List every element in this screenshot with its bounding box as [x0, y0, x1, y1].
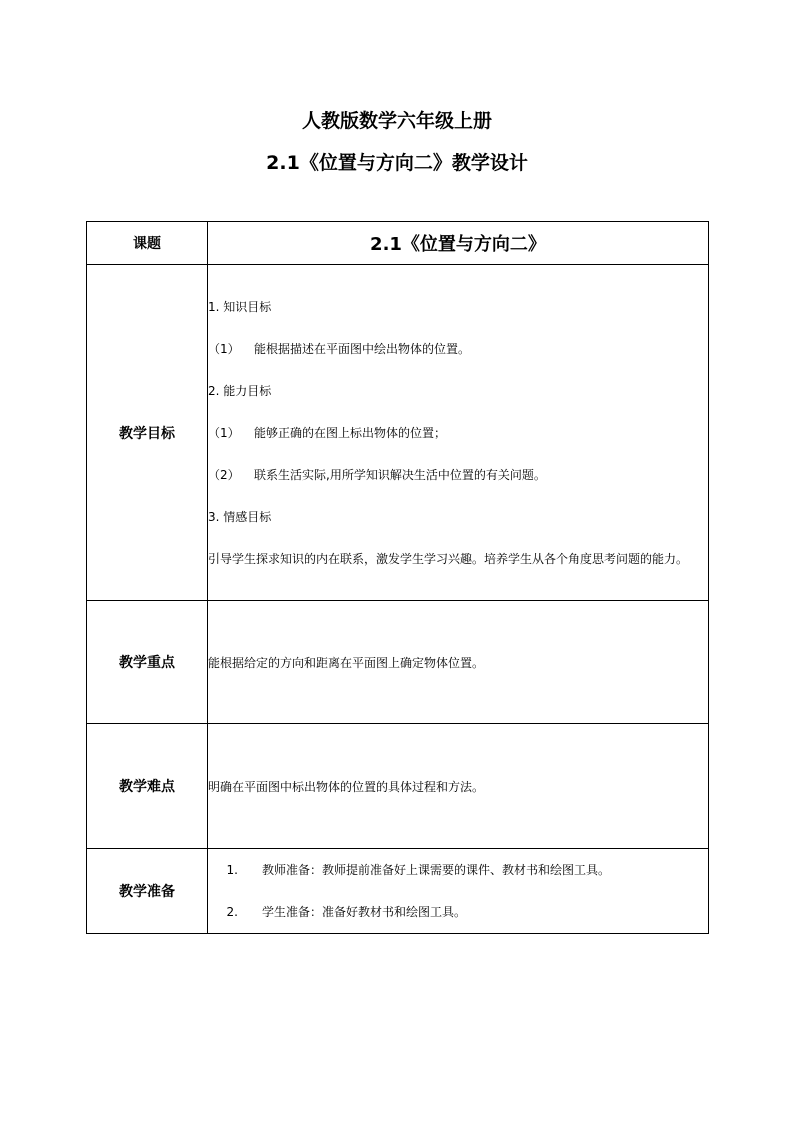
knowledge-heading: 1. 知识目标 — [208, 299, 272, 314]
topic-value: 2.1《位置与方向二》 — [208, 222, 709, 265]
preparation-label: 教学准备 — [87, 849, 208, 934]
preparation-item-2-index: 2. — [226, 905, 238, 919]
ability-item-1-num: （1） — [208, 425, 240, 440]
preparation-cell — [208, 849, 709, 934]
difficulty-row — [87, 724, 709, 849]
key-points-label: 教学重点 — [87, 601, 208, 724]
preparation-item-1 — [208, 849, 708, 891]
preparation-item-2-text: 学生准备：准备好教材书和绘图工具。 — [262, 905, 467, 919]
ability-item-2-text: 联系生活实际,用所学知识解决生活中位置的有关问题。 — [254, 467, 546, 482]
difficulty-text: 明确在平面图中标出物体的位置的具体过程和方法。 — [208, 724, 709, 849]
ability-item-2-num: （2） — [208, 467, 240, 482]
key-points-row — [87, 601, 709, 724]
difficulty-label: 教学难点 — [87, 724, 208, 849]
ability-heading: 2. 能力目标 — [208, 383, 272, 398]
key-points-text: 能根据给定的方向和距离在平面图上确定物体位置。 — [208, 601, 709, 724]
knowledge-item-1-text: 能根据描述在平面图中绘出物体的位置。 — [254, 341, 471, 356]
emotion-heading: 3. 情感目标 — [208, 509, 272, 524]
document-subtitle: 2.1《位置与方向二》教学设计 — [266, 152, 528, 174]
preparation-item-1-text: 教师准备：教师提前准备好上课需要的课件、教材书和绘图工具。 — [262, 863, 611, 877]
goals-cell — [208, 265, 709, 601]
preparation-row — [87, 849, 709, 934]
ability-item-1 — [208, 412, 708, 454]
document-title: 人教版数学六年级上册 — [301, 110, 492, 132]
ability-item-2 — [208, 454, 708, 496]
preparation-item-1-index: 1. — [226, 863, 238, 877]
preparation-item-2 — [208, 891, 708, 933]
ability-item-1-text: 能够正确的在图上标出物体的位置； — [254, 425, 447, 440]
emotion-text: 引导学生探求知识的内在联系，激发学生学习兴趣。培养学生从各个角度思考问题的能力。 — [208, 551, 689, 566]
topic-row — [87, 222, 709, 265]
goals-row — [87, 265, 709, 601]
topic-label: 课题 — [87, 222, 208, 265]
knowledge-item-1 — [208, 328, 708, 370]
knowledge-item-1-num: （1） — [208, 341, 240, 356]
goals-label: 教学目标 — [87, 265, 208, 601]
lesson-plan-table — [86, 221, 709, 934]
